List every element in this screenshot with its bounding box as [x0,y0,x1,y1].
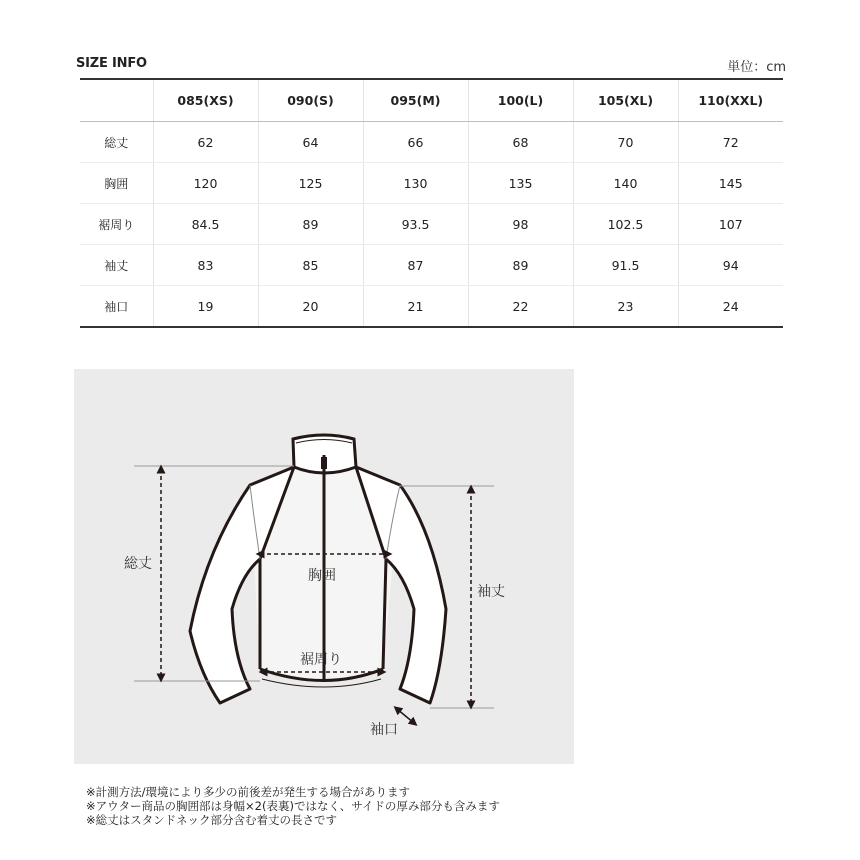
zipper-pull [321,457,327,469]
label-cuff: 袖口 [370,722,398,738]
table-cell: 102.5 [573,204,678,245]
table-header-cell: 110(XXL) [678,79,783,122]
table-cell: 130 [363,163,468,204]
table-row [80,204,783,245]
table-cell: 62 [153,122,258,163]
table-cell: 85 [258,245,363,286]
table-cell: 140 [573,163,678,204]
table-cell: 107 [678,204,783,245]
size-table [80,78,783,328]
note-line: ※アウター商品の胸囲部は身幅×2(表裏)ではなく、サイドの厚み部分も含みます [86,799,500,813]
cuff-arrow [397,709,414,723]
table-header-row [80,79,783,122]
table-cell: 145 [678,163,783,204]
measurement-diagram [74,369,574,764]
table-cell: 87 [363,245,468,286]
table-cell: 64 [258,122,363,163]
table-row [80,163,783,204]
label-chest: 胸囲 [308,568,336,584]
label-sleeve-length: 袖丈 [477,584,505,600]
table-row [80,245,783,286]
table-cell: 72 [678,122,783,163]
label-total-length: 総丈 [124,556,152,572]
table-cell: 19 [153,286,258,328]
table-cell: 93.5 [363,204,468,245]
label-hem: 裾周り [300,652,342,668]
table-cell: 84.5 [153,204,258,245]
table-cell: 91.5 [573,245,678,286]
table-header-cell: 100(L) [468,79,573,122]
table-cell: 20 [258,286,363,328]
table-header-cell [80,79,153,122]
row-label: 裾周り [80,204,153,245]
unit-label: 単位：cm [727,60,786,75]
row-label: 袖口 [80,286,153,328]
table-header-cell: 090(S) [258,79,363,122]
note-line: ※総丈はスタンドネック部分含む着丈の長さです [86,813,338,827]
table-cell: 120 [153,163,258,204]
notes [86,785,500,827]
table-cell: 94 [678,245,783,286]
table-header-cell: 095(M) [363,79,468,122]
size-info-title: SIZE INFO [76,56,147,71]
row-label: 胸囲 [80,163,153,204]
table-row [80,286,783,328]
table-cell: 89 [258,204,363,245]
table-cell: 70 [573,122,678,163]
table-cell: 98 [468,204,573,245]
row-label: 袖丈 [80,245,153,286]
table-cell: 23 [573,286,678,328]
table-cell: 21 [363,286,468,328]
table-cell: 89 [468,245,573,286]
table-cell: 68 [468,122,573,163]
table-row [80,122,783,163]
table-cell: 125 [258,163,363,204]
table-cell: 22 [468,286,573,328]
table-cell: 83 [153,245,258,286]
row-label: 総丈 [80,122,153,163]
table-cell: 66 [363,122,468,163]
note-line: ※計測方法/環境により多少の前後差が発生する場合があります [86,785,411,799]
table-header-cell: 105(XL) [573,79,678,122]
table-cell: 24 [678,286,783,328]
table-header-cell: 085(XS) [153,79,258,122]
table-cell: 135 [468,163,573,204]
